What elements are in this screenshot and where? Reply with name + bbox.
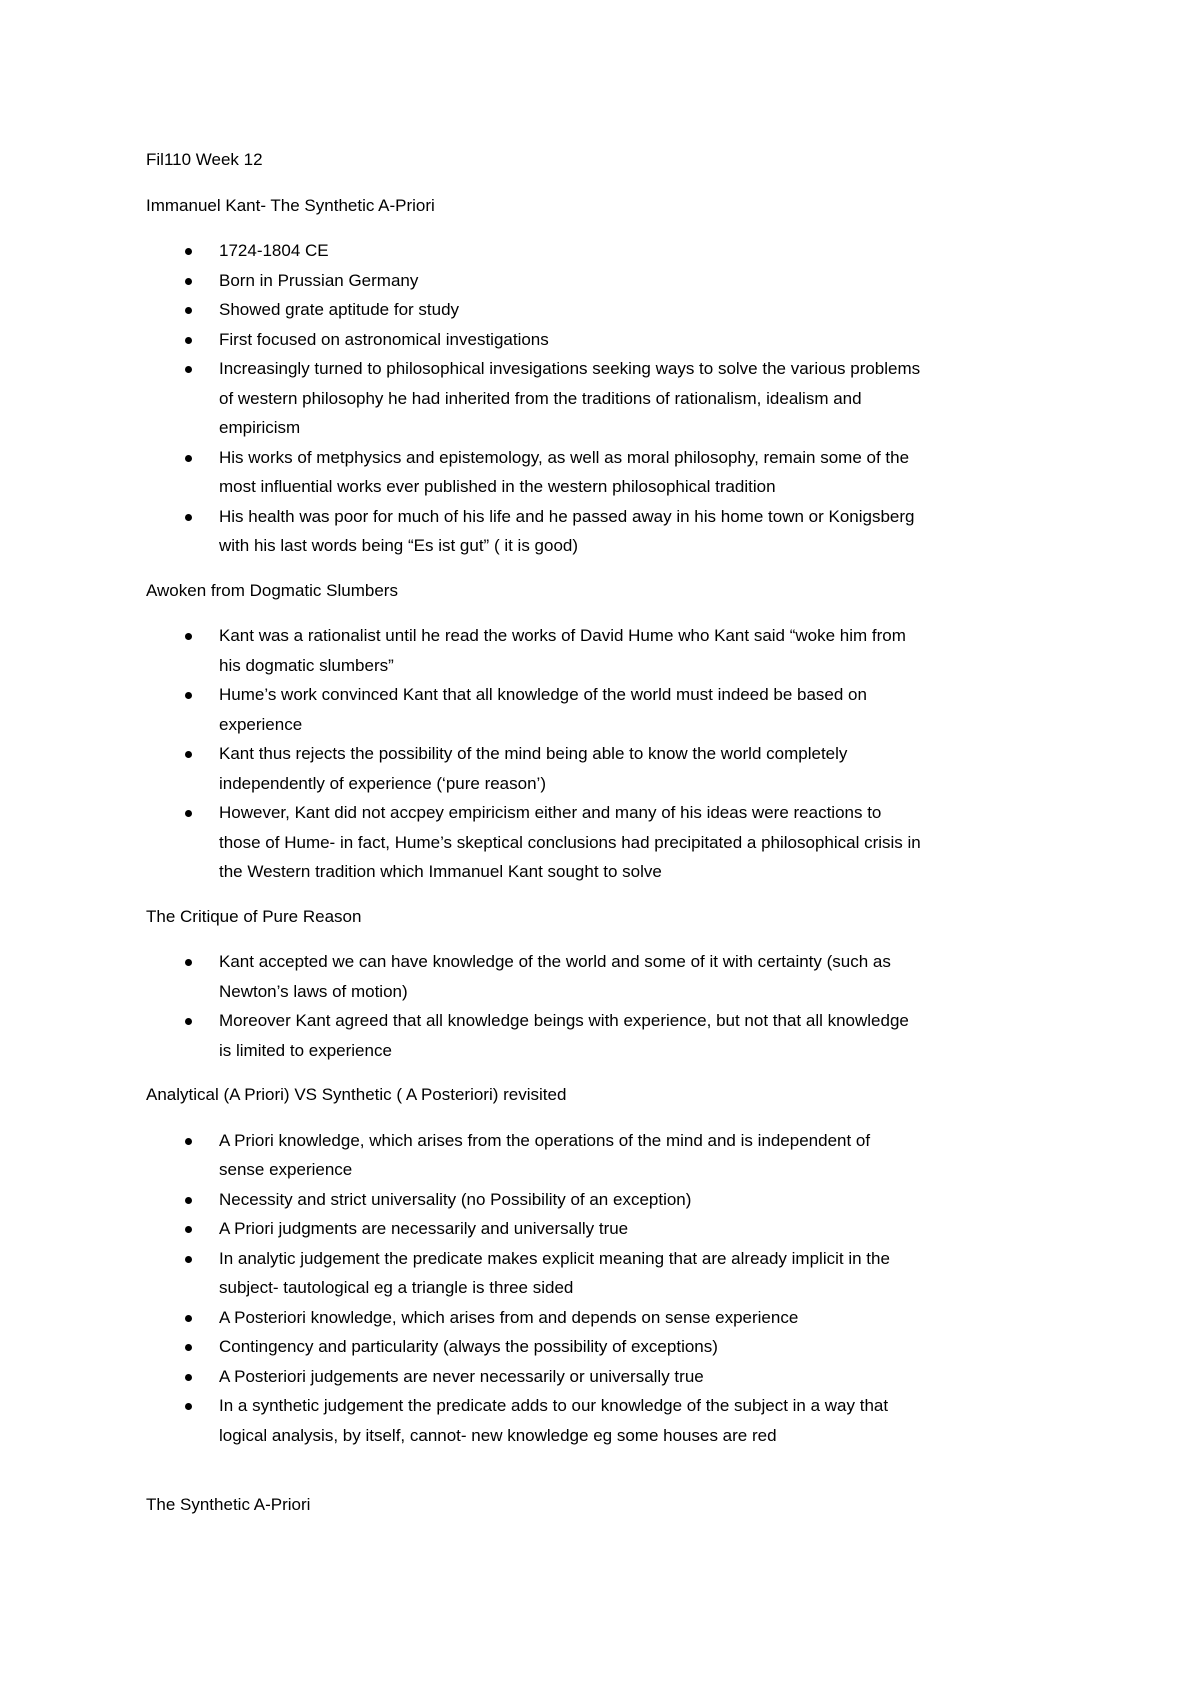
list-item [146, 739, 1076, 798]
list-item [146, 621, 1076, 680]
bullet-icon [185, 1018, 192, 1025]
bullet-icon [185, 307, 192, 314]
list-item-line: In analytic judgement the predicate makes explicit meaning that are already implicit in the [219, 1248, 890, 1268]
list-item-line: His works of metphysics and epistemology, as well as moral philosophy, remain some of the [219, 447, 910, 467]
bullet-icon [185, 248, 192, 255]
list-item [146, 1391, 1076, 1450]
bullet-icon [185, 278, 192, 285]
list-item [146, 798, 1076, 887]
bullet-icon [185, 1226, 192, 1233]
list-item-line: First focused on astronomical investigations [219, 329, 549, 349]
list-item-line: logical analysis, by itself, cannot- new knowledge eg some houses are red [219, 1425, 777, 1445]
list-item [146, 1303, 1076, 1333]
list-item-line: Newton’s laws of motion) [219, 981, 408, 1001]
list-item [146, 325, 1076, 355]
list-item-line: 1724-1804 CE [219, 241, 329, 260]
list-item [146, 502, 1076, 561]
bullet-icon [185, 1344, 192, 1351]
section-list-dogmatic [146, 621, 1076, 887]
bullet-icon [185, 1315, 192, 1322]
section-heading-critique: The Critique of Pure Reason [146, 906, 362, 926]
bullet-icon [185, 751, 192, 758]
list-item-line: Kant accepted we can have knowledge of the world and some of it with certainty (such as [219, 952, 891, 971]
bullet-icon [185, 1256, 192, 1263]
list-item [146, 1332, 1076, 1362]
list-item-line: experience [219, 714, 303, 734]
list-item-line: Contingency and particularity (always the possibility of exceptions) [219, 1337, 718, 1356]
section-heading-analytical-synthetic: Analytical (A Priori) VS Synthetic ( A Posteriori) revisited [146, 1085, 567, 1104]
bullet-icon [185, 514, 192, 521]
bullet-icon [185, 1403, 192, 1410]
document-body [146, 145, 1076, 1536]
list-item-line: Showed grate aptitude for study [219, 300, 460, 319]
section-heading-kant: Immanuel Kant- The Synthetic A-Priori [146, 195, 435, 215]
list-item-line: is limited to experience [219, 1040, 392, 1060]
list-item-line: empiricism [219, 418, 301, 437]
list-item [146, 354, 1076, 443]
list-item [146, 1006, 1076, 1065]
list-item-line: His health was poor for much of his life and he passed away in his home town or Konigsberg [219, 506, 915, 526]
list-item-line: with his last words being “Es ist gut” ( it is good) [219, 536, 579, 555]
bullet-icon [185, 455, 192, 462]
list-item-line: Kant was a rationalist until he read the works of David Hume who Kant said “woke him from [219, 626, 906, 645]
list-item-line: the Western tradition which Immanuel Kant sought to solve [219, 862, 662, 881]
list-item [146, 1244, 1076, 1303]
section-heading-dogmatic: Awoken from Dogmatic Slumbers [146, 580, 398, 600]
list-item [146, 1214, 1076, 1244]
list-item-line: A Posteriori judgements are never necessarily or universally true [219, 1366, 704, 1386]
list-item-line: Hume’s work convinced Kant that all knowledge of the world must indeed be based on [219, 685, 867, 704]
list-item-line: Necessity and strict universality (no Possibility of an exception) [219, 1189, 692, 1209]
document-title: Fil110 Week 12 [146, 150, 263, 169]
list-item-line: Increasingly turned to philosophical invesigations seeking ways to solve the various problems [219, 359, 921, 378]
list-item [146, 1185, 1076, 1215]
list-item-line: A Priori judgments are necessarily and universally true [219, 1219, 629, 1238]
section-list-critique [146, 947, 1076, 1065]
bullet-icon [185, 810, 192, 817]
section-list-kant [146, 236, 1076, 561]
list-item-line: However, Kant did not accpey empiricism either and many of his ideas were reactions to [219, 803, 882, 822]
list-item-line: subject- tautological eg a triangle is three sided [219, 1278, 574, 1297]
list-item-line: In a synthetic judgement the predicate adds to our knowledge of the subject in a way that [219, 1396, 889, 1415]
list-item-line: Kant thus rejects the possibility of the mind being able to know the world completely [219, 744, 848, 763]
list-item-line: of western philosophy he had inherited from the traditions of rationalism, idealism and [219, 388, 862, 408]
list-item-line: independently of experience (‘pure reason’) [219, 773, 546, 793]
bullet-icon [185, 366, 192, 373]
list-item [146, 680, 1076, 739]
bullet-icon [185, 1138, 192, 1145]
list-item [146, 1126, 1076, 1185]
list-item-line: A Posteriori knowledge, which arises from and depends on sense experience [219, 1307, 799, 1327]
list-item [146, 947, 1076, 1006]
bullet-icon [185, 692, 192, 699]
section-heading-synthetic-a-priori: The Synthetic A-Priori [146, 1495, 311, 1514]
list-item-line: most influential works ever published in the western philosophical tradition [219, 477, 776, 496]
bullet-icon [185, 1374, 192, 1381]
section-list-analytical-synthetic [146, 1126, 1076, 1451]
list-item [146, 266, 1076, 296]
list-item-line: his dogmatic slumbers” [219, 655, 394, 675]
list-item-line: Born in Prussian Germany [219, 270, 419, 290]
bullet-icon [185, 1197, 192, 1204]
list-item-line: A Priori knowledge, which arises from the operations of the mind and is independent of [219, 1130, 871, 1150]
list-item-line: Moreover Kant agreed that all knowledge beings with experience, but not that all knowledge [219, 1011, 909, 1030]
list-item [146, 295, 1076, 325]
list-item [146, 236, 1076, 266]
bullet-icon [185, 959, 192, 966]
bullet-icon [185, 633, 192, 640]
list-item [146, 1362, 1076, 1392]
bullet-icon [185, 337, 192, 344]
list-item-line: those of Hume- in fact, Hume’s skeptical conclusions had precipitated a philosophical crisis in [219, 832, 921, 852]
list-item [146, 443, 1076, 502]
list-item-line: sense experience [219, 1160, 353, 1179]
